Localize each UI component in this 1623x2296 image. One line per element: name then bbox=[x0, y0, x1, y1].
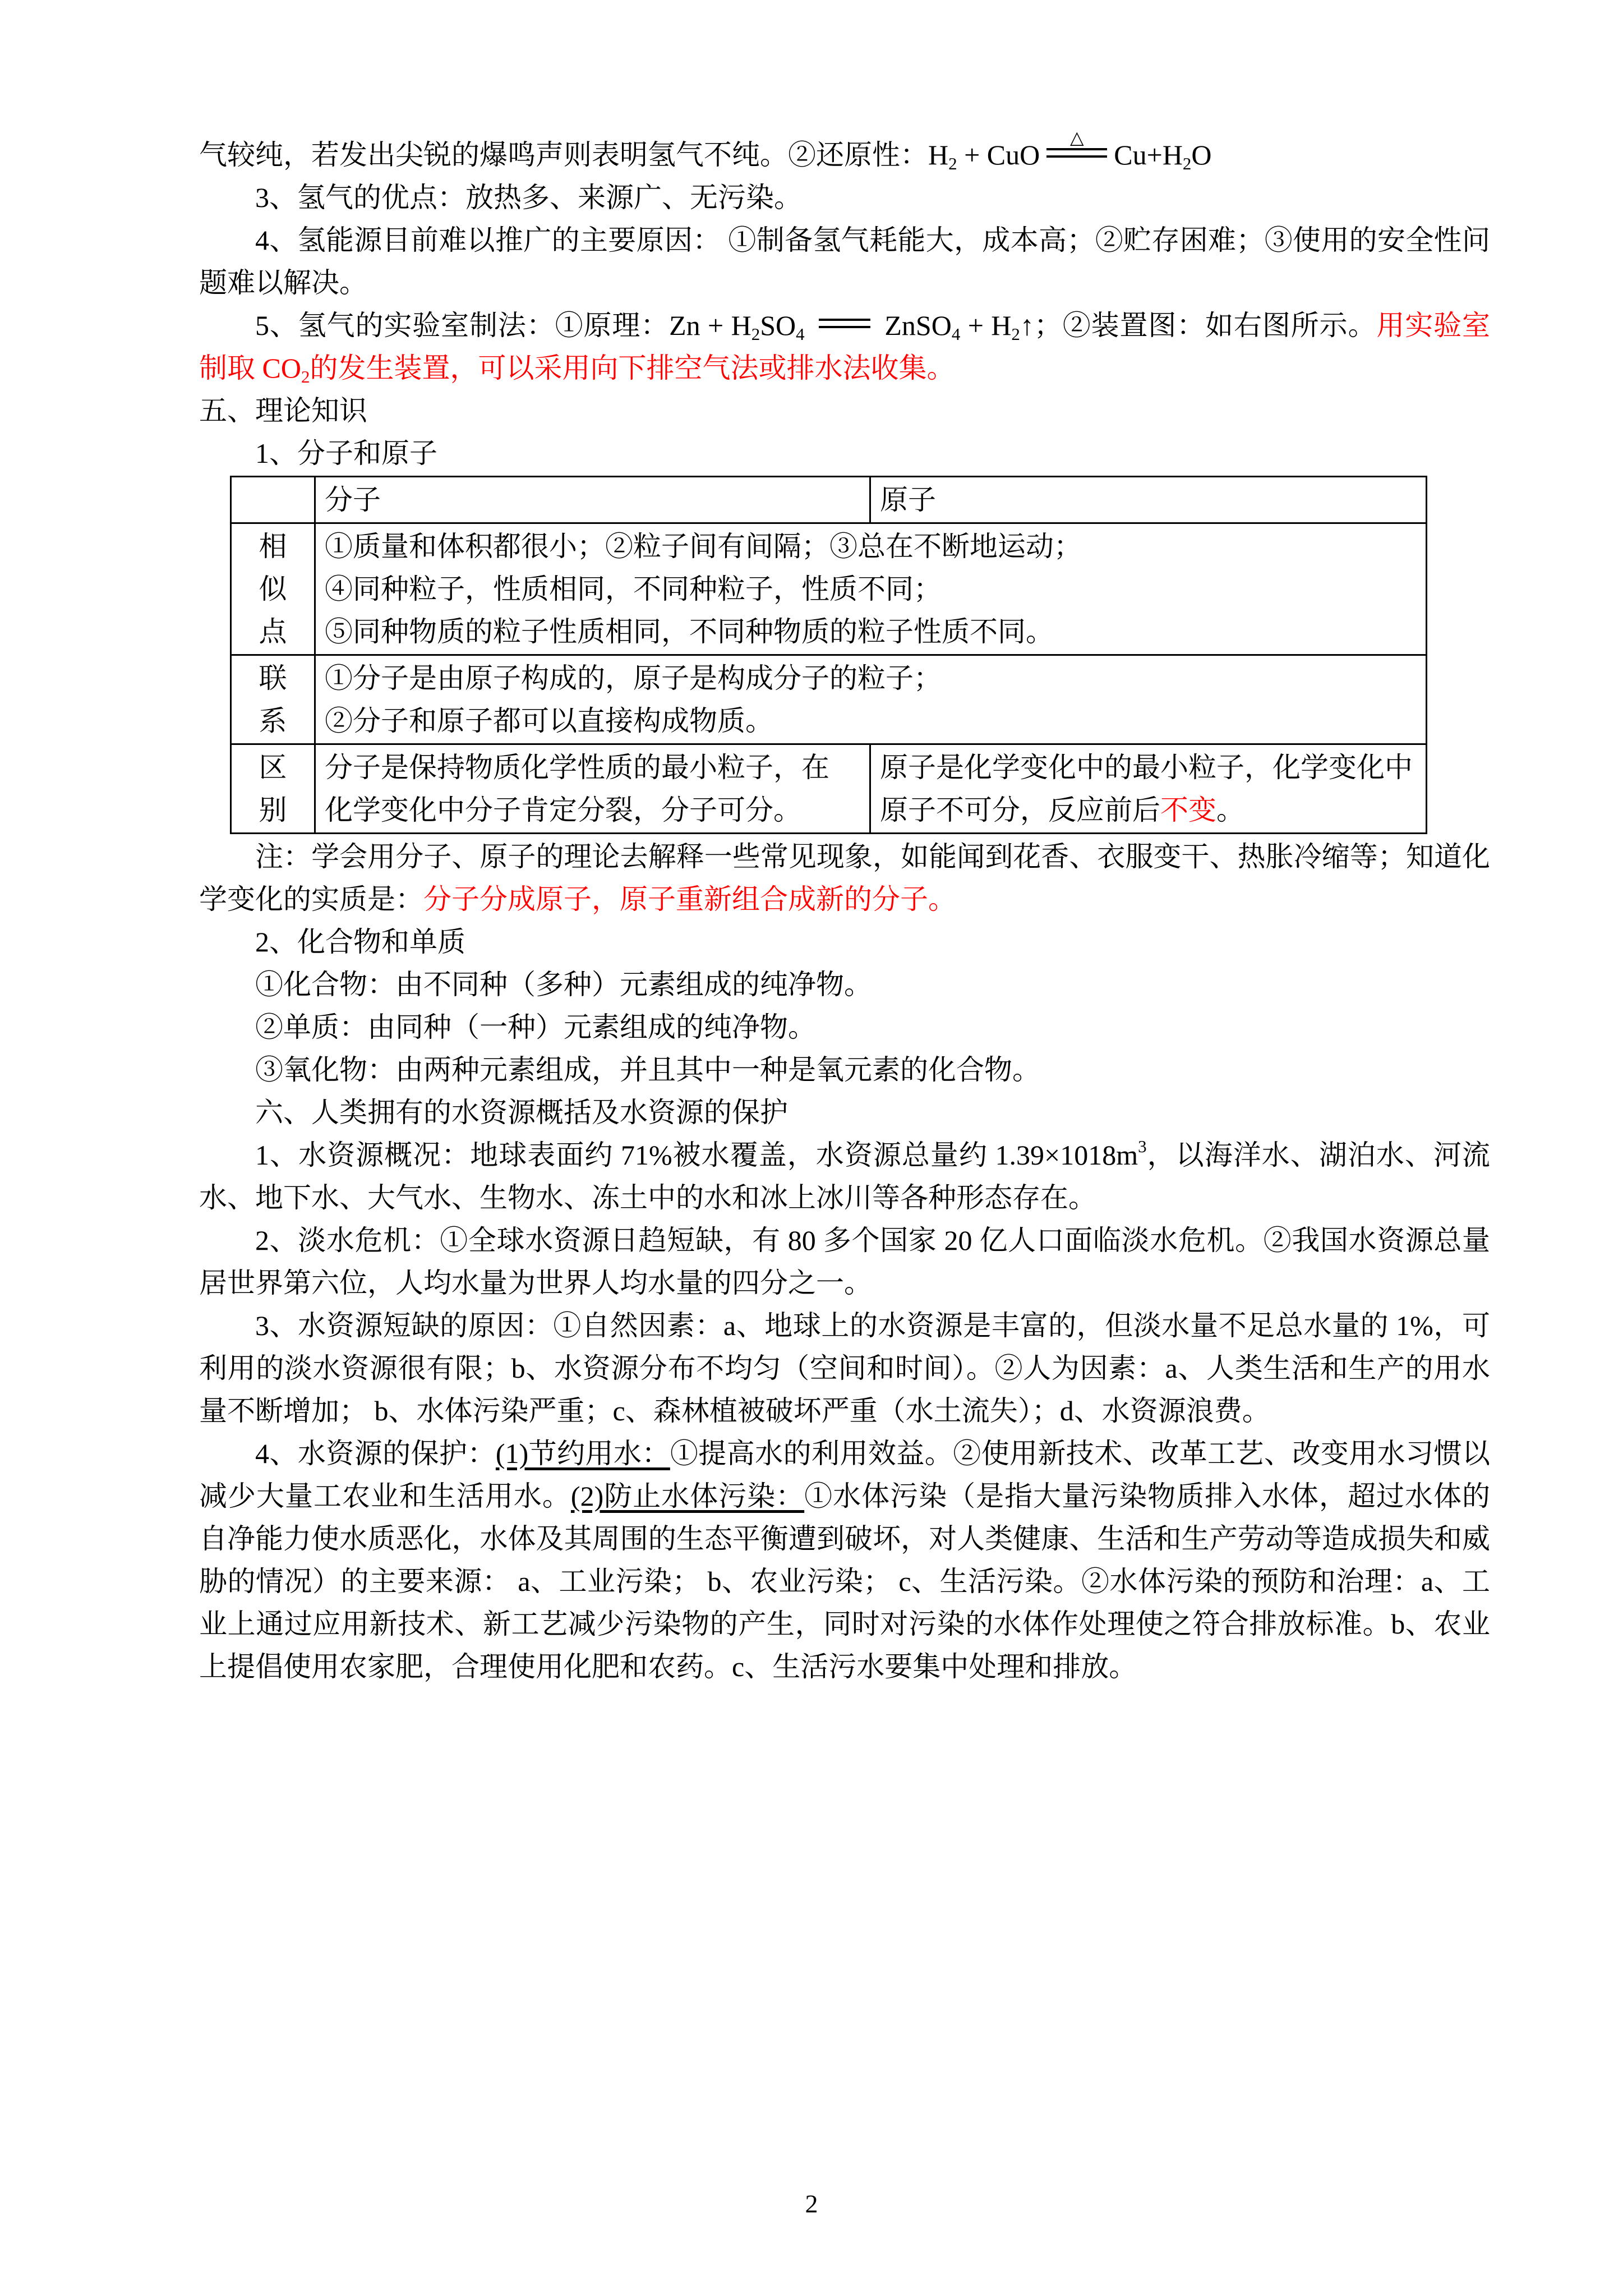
text-segment: ①水体污染（是指大量污染物质排入水体，超过水体的自净能力使水质恶化，水体及其周围的生态平衡遭到破坏，对人类健康、生活和生产劳动等造成损失和威胁的情况）的主要来源： a、工业污染； b、农业污染； c、生活污染。②水体污染的预防和治理：a、工业上通过应用新技术、新工艺减少污染物的产生，同时对污染的水体作处理使之符合排放标准。b、农业上提倡使用农家肥，合理使用化肥和农药。c、生活污水要集中处理和排放。 bbox=[199, 1480, 1491, 1682]
red-text-segment: 用实验室制取 CO bbox=[199, 310, 1491, 384]
text-segment: ↑；②装置图：如右图所示。 bbox=[1020, 310, 1377, 341]
text-segment: ①提高水的利用效益。②使用新技术、改革工艺、改变用水习惯以减少大量工农业和生活用水。 bbox=[199, 1438, 1491, 1512]
text-segment bbox=[805, 310, 812, 341]
text-segment: 3、氢气的优点：放热多、来源广、无污染。 bbox=[255, 182, 802, 213]
heated-reaction-equals-icon bbox=[1046, 127, 1107, 158]
table-cell bbox=[315, 744, 870, 834]
text-segment: ，以海洋水、湖泊水、河流水、地下水、大气水、生物水、冻土中的水和冰上冰川等各种形态存在。 bbox=[199, 1139, 1490, 1213]
text-segment: 。 bbox=[1216, 794, 1244, 826]
red-text-segment: 分子分成原子，原子重新组合成新的分子。 bbox=[423, 884, 956, 915]
text-segment: 2、化合物和单质 bbox=[255, 926, 465, 958]
heading-section-five bbox=[199, 389, 1490, 432]
table-header-cell: 分子 bbox=[315, 477, 870, 523]
text-segment: + CuO bbox=[957, 139, 1040, 171]
paragraph-water-shortage-reasons bbox=[199, 1304, 1490, 1432]
subscript: 2 bbox=[1182, 154, 1192, 173]
row-label-char: 似 bbox=[259, 573, 287, 605]
heading-compounds-and-elements bbox=[199, 921, 1490, 963]
text-segment: 原子是化学变化中的最小粒子，化学变化中 bbox=[880, 752, 1413, 783]
text-segment: (1)节约用水： bbox=[495, 1438, 670, 1469]
superscript: 3 bbox=[1138, 1137, 1147, 1156]
table-row bbox=[231, 655, 1427, 744]
row-label-char: 区 bbox=[259, 752, 287, 783]
text-segment: 1、分子和原子 bbox=[255, 438, 437, 469]
subscript: 4 bbox=[796, 324, 805, 344]
text-segment: Cu+H bbox=[1114, 139, 1183, 171]
paragraph-oxide-definition bbox=[199, 1048, 1490, 1091]
paragraph-water-resources-overview bbox=[199, 1134, 1490, 1219]
text-segment: SO bbox=[760, 310, 796, 341]
text-segment: 六、人类拥有的水资源概括及水资源的保护 bbox=[255, 1097, 788, 1128]
text-segment: ZnSO bbox=[877, 310, 952, 341]
text-segment: ④同种粒子，性质相同，不同种粒子，性质不同； bbox=[325, 573, 942, 605]
text-segment: 4、氢能源目前难以推广的主要原因： ①制备氢气耗能大，成本高；②贮存困难；③使用的安全性问题难以解决。 bbox=[199, 224, 1490, 298]
table-row-label bbox=[231, 655, 315, 744]
paragraph-element-definition bbox=[199, 1006, 1490, 1048]
table-cell bbox=[315, 655, 1427, 744]
text-segment: 化学变化中分子肯定分裂，分子可分。 bbox=[325, 794, 801, 826]
text-segment: 3、水资源短缺的原因：①自然因素：a、地球上的水资源是丰富的，但淡水量不足总水量的 1%，可利用的淡水资源很有限；b、水资源分布不均匀（空间和时间）。②人为因素：a、人类生活和生产的用水量不断增加； b、水体污染严重；c、森林植被破坏严重（水土流失）；d、水资源浪费。 bbox=[199, 1310, 1490, 1427]
subscript: 2 bbox=[1011, 324, 1020, 344]
table-cell bbox=[870, 744, 1427, 834]
table-cell bbox=[315, 523, 1427, 655]
paragraph-note bbox=[199, 835, 1490, 921]
subscript: 2 bbox=[751, 324, 760, 344]
text-segment: 分子是保持物质化学性质的最小粒子，在 bbox=[325, 752, 829, 783]
table-row bbox=[231, 523, 1427, 655]
paragraph-hydrogen-lab-preparation bbox=[199, 304, 1490, 389]
row-label-char: 系 bbox=[259, 705, 287, 737]
row-label-char: 相 bbox=[259, 531, 287, 562]
paragraph-hydrogen-purity bbox=[199, 127, 1490, 176]
text-segment: ②单质：由同种（一种）元素组成的纯净物。 bbox=[255, 1011, 816, 1043]
subscript: 4 bbox=[951, 324, 961, 344]
text-segment: (2)防止水体污染： bbox=[570, 1480, 805, 1512]
table-header-row bbox=[231, 477, 1427, 523]
row-label-char: 联 bbox=[259, 662, 287, 694]
text-segment: 4、水资源的保护： bbox=[255, 1438, 496, 1469]
text-segment: ①质量和体积都很小；②粒子间有间隔；③总在不断地运动； bbox=[325, 531, 1082, 562]
text-segment: 原子不可分，反应前后 bbox=[880, 794, 1160, 826]
text-segment: ②分子和原子都可以直接构成物质。 bbox=[325, 705, 773, 737]
page-number: 2 bbox=[805, 2189, 818, 2218]
text-segment: + H bbox=[960, 310, 1012, 341]
subscript: 2 bbox=[948, 154, 957, 173]
text-segment: 1、水资源概况：地球表面约 71%被水覆盖，水资源总量约 1.39×1018m bbox=[255, 1139, 1138, 1171]
table-row-label bbox=[231, 523, 315, 655]
row-label-char: 点 bbox=[259, 616, 287, 647]
text-segment: O bbox=[1191, 139, 1212, 171]
table-header-cell bbox=[231, 477, 315, 523]
text-segment: ⑤同种物质的粒子性质相同，不同种物质的粒子性质不同。 bbox=[325, 616, 1054, 647]
heading-molecules-and-atoms bbox=[199, 432, 1490, 475]
paragraph-compound-definition bbox=[199, 963, 1490, 1006]
text-segment: 2、淡水危机：①全球水资源日趋短缺，有 80 多个国家 20 亿人口面临淡水危机。②我国水资源总量居世界第六位，人均水量为世界人均水量的四分之一。 bbox=[199, 1225, 1490, 1299]
paragraph-water-protection bbox=[199, 1432, 1490, 1688]
table-row-label bbox=[231, 744, 315, 834]
double-equals-icon bbox=[819, 319, 870, 328]
red-text-segment: 2 bbox=[301, 367, 310, 386]
paragraph-hydrogen-energy-difficulty bbox=[199, 219, 1490, 304]
red-text-segment: 的发生装置，可以采用向下排空气法或排水法收集。 bbox=[310, 352, 955, 384]
paragraph-hydrogen-advantages bbox=[199, 176, 1490, 219]
paragraph-freshwater-crisis bbox=[199, 1219, 1490, 1304]
table-header-cell: 原子 bbox=[870, 477, 1427, 523]
molecule-atom-comparison-table bbox=[230, 476, 1427, 834]
table-row bbox=[231, 744, 1427, 834]
text-segment: 5、氢气的实验室制法：①原理：Zn + H bbox=[255, 310, 751, 341]
text-segment: 五、理论知识 bbox=[199, 395, 367, 426]
text-segment: 注：学会用分子、原子的理论去解释一些常见现象，如能闻到花香、衣服变干、热胀冷缩等；知道化学变化的实质是： bbox=[199, 841, 1490, 915]
heading-section-six bbox=[199, 1091, 1490, 1134]
text-segment: ③氧化物：由两种元素组成，并且其中一种是氧元素的化合物。 bbox=[255, 1054, 1040, 1085]
text-segment: 气较纯，若发出尖锐的爆鸣声则表明氢气不纯。②还原性：H bbox=[199, 139, 949, 171]
triangle-heat-icon: △ bbox=[1069, 127, 1084, 148]
document-content bbox=[199, 127, 1491, 1688]
text-segment: ①分子是由原子构成的，原子是构成分子的粒子； bbox=[325, 662, 942, 694]
red-text-segment: 不变 bbox=[1160, 794, 1216, 826]
text-segment: ①化合物：由不同种（多种）元素组成的纯净物。 bbox=[255, 969, 872, 1000]
row-label-char: 别 bbox=[259, 794, 287, 826]
